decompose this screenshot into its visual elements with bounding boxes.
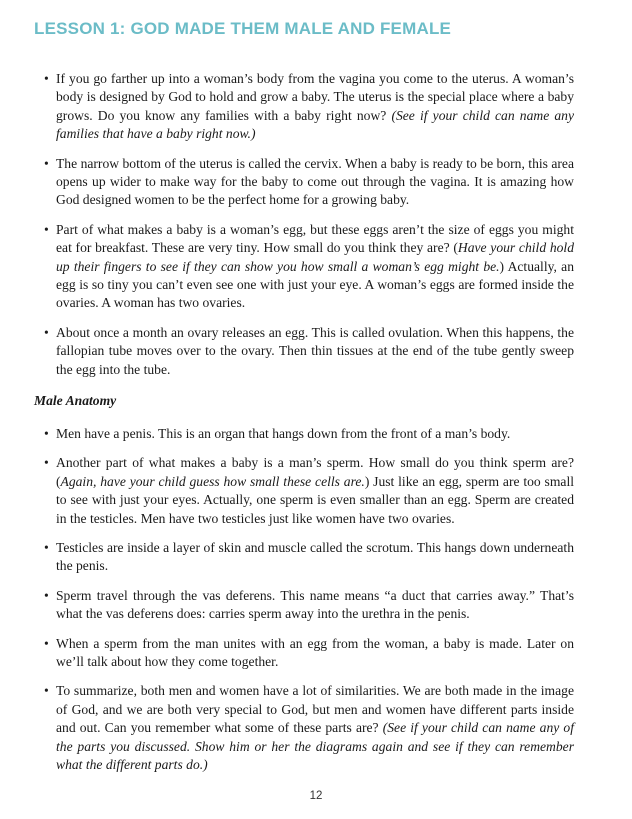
bullet-item [0, 221, 632, 313]
bullet-text: Another part of what makes a baby is a man’s sperm. How small do you think sperm are? ( [56, 455, 574, 489]
parent-instruction-note: (See if your child can name any families that have a baby right now.) [56, 107, 574, 142]
parent-instruction-note: Again, have your child guess how small these cells are. [60, 473, 365, 489]
bullet-marker: • [44, 635, 49, 651]
parent-instruction-note: Have your child hold up their fingers to see if they can show you how small a woman’s egg might be. [56, 240, 574, 274]
bullet-text: To summarize, both men and women have a lot of similarities. We are both made in the image of God, and we are both very special to God, but men and women have different parts inside and out. Can you remember what some of these parts are? [56, 683, 574, 736]
bullet-marker: • [44, 71, 49, 86]
bullet-item [0, 324, 632, 379]
bullet-text: Sperm travel through the vas deferens. This name means “a duct that carries away.” That’s what the vas deferens does: carries sperm away into the urethra in the penis. [56, 587, 574, 622]
bullet-text: Men have a penis. This is an organ that hangs down from the front of a man’s body. [56, 426, 511, 441]
parent-instruction-note: (See if your child can name any of the parts you discussed. Show him or her the diagrams again and see if they can remember what the different parts do.) [56, 720, 574, 773]
bullet-item [0, 70, 632, 144]
bullet-marker: • [44, 683, 49, 699]
bullet-item [0, 454, 632, 528]
bullet-item [0, 155, 632, 210]
bullet-marker: • [44, 587, 49, 603]
bullet-marker: • [44, 455, 49, 471]
male-anatomy-section [0, 425, 632, 786]
page-number: 12 [309, 790, 323, 802]
male-bullet-list [0, 425, 632, 775]
female-bullet-list [0, 70, 632, 379]
bullet-text: The narrow bottom of the uterus is called the cervix. When a baby is ready to be born, this area opens up wider to make way for the baby to come out through the vagina. It is amazing how God designed women to be the perfect home for a growing baby. [56, 155, 574, 208]
bullet-item [0, 539, 632, 576]
bullet-text: About once a month an ovary releases an egg. This is called ovulation. When this happens, the fallopian tube moves over to the ovary. Then thin tissues at the end of the tube gently sweep the egg into the tube. [56, 324, 574, 377]
bullet-marker: • [44, 540, 49, 556]
bullet-item [0, 425, 632, 443]
bullet-item [0, 587, 632, 624]
lesson-title: LESSON 1: GOD MADE THEM MALE AND FEMALE [34, 19, 452, 38]
bullet-marker: • [44, 221, 49, 237]
bullet-item [0, 682, 632, 774]
bullet-text-continued: ) Just like an egg, sperm are too small to see with just your eyes. Actually, one sperm is even smaller than an egg. Sperm are created in the testicles. Men have two testicles just like women have two ovaries. [56, 473, 574, 526]
bullet-marker: • [44, 155, 49, 171]
bullet-text: Part of what makes a baby is a woman’s egg, but these eggs aren’t the size of eggs you might eat for breakfast. These are very tiny. How small do you think they are? ( [56, 221, 574, 256]
female-anatomy-section [0, 70, 632, 390]
bullet-text: When a sperm from the man unites with an egg from the woman, a baby is made. Later on we’ll talk about how they come together. [56, 635, 574, 670]
male-anatomy-heading: Male Anatomy [34, 393, 117, 408]
bullet-marker: • [44, 426, 49, 441]
bullet-text-continued: ) Actually, an egg is so tiny you can’t even see one with just your eye. A woman’s eggs are formed inside the ovaries. A woman has two ovaries. [56, 258, 574, 311]
bullet-marker: • [44, 324, 49, 340]
bullet-item [0, 635, 632, 672]
bullet-text: If you go farther up into a woman’s body from the vagina you come to the uterus. A woman’s body is designed by God to hold and grow a baby. The uterus is the special place where a baby grows. Do you know any families with a baby right now? [56, 71, 574, 123]
bullet-text: Testicles are inside a layer of skin and muscle called the scrotum. This hangs down underneath the penis. [56, 540, 574, 574]
